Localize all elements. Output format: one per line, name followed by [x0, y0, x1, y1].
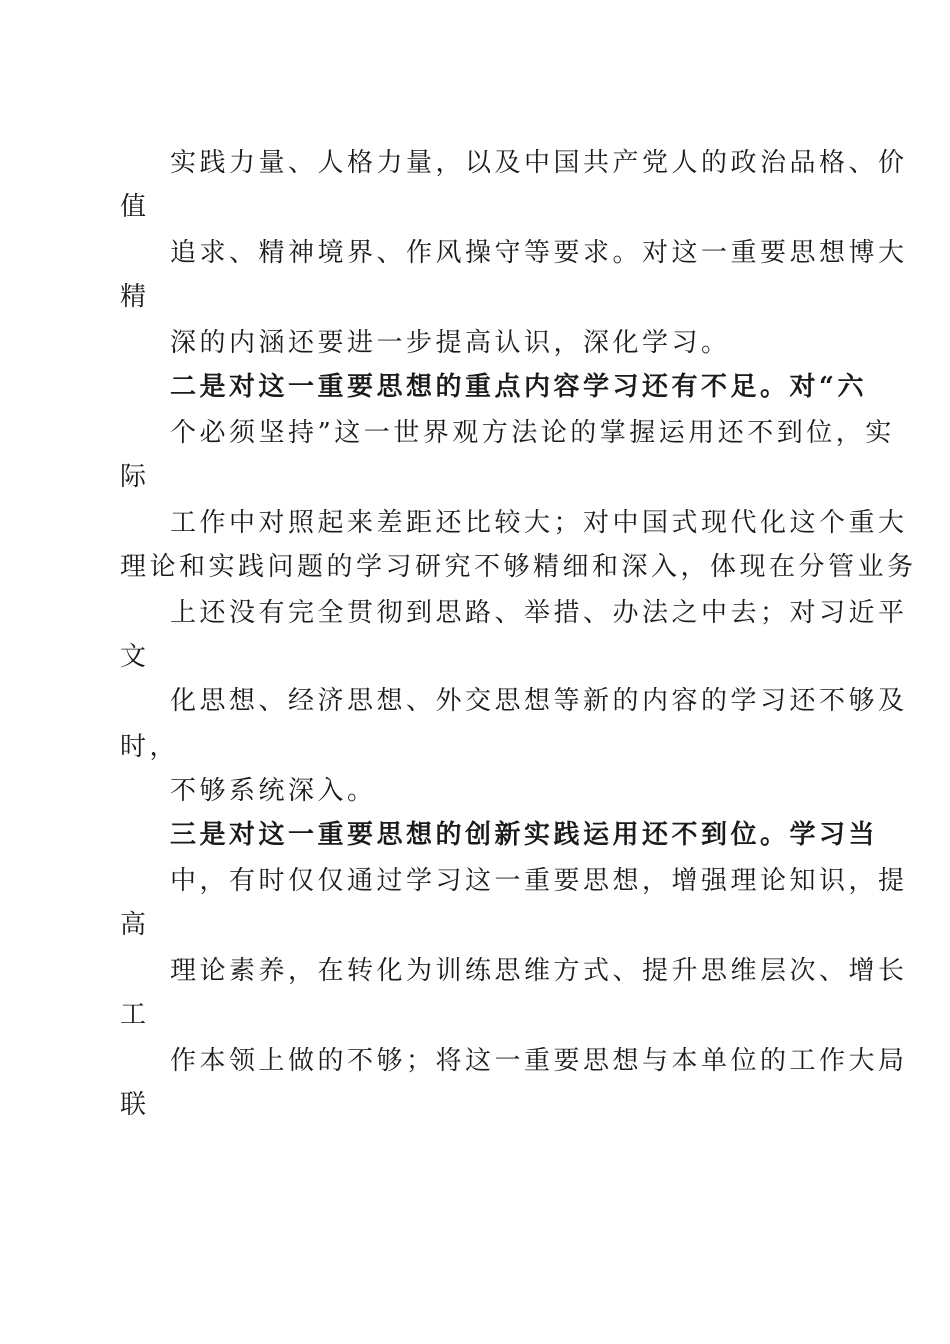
text-line-17: 中，有时仅仅通过学习这一重要思想，增强理论知识，提	[170, 866, 908, 896]
text-line-6-heading: 二是对这一重要思想的重点内容学习还有不足。对“六	[170, 372, 867, 402]
text-line-13: 化思想、经济思想、外交思想等新的内容的学习还不够及	[170, 686, 908, 716]
text-line-1: 实践力量、人格力量，以及中国共产党人的政治品格、价	[170, 148, 908, 178]
text-line-10: 理论和实践问题的学习研究不够精细和深入，体现在分管业务	[120, 552, 917, 582]
text-line-9: 工作中对照起来差距还比较大；对中国式现代化这个重大	[170, 508, 908, 538]
text-line-11: 上还没有完全贯彻到思路、举措、办法之中去；对习近平	[170, 598, 908, 628]
text-line-7: 个必须坚持”这一世界观方法论的掌握运用还不到位，实	[170, 418, 895, 448]
text-line-19: 理论素养，在转化为训练思维方式、提升思维层次、增长	[170, 956, 908, 986]
text-line-8: 际	[120, 462, 150, 492]
text-line-4: 精	[120, 282, 150, 312]
text-line-15: 不够系统深入。	[170, 776, 377, 806]
text-line-3: 追求、精神境界、作风操守等要求。对这一重要思想博大	[170, 238, 908, 268]
text-line-20: 工	[120, 1000, 150, 1030]
text-line-16-heading: 三是对这一重要思想的创新实践运用还不到位。学习当	[170, 820, 879, 850]
text-line-5: 深的内涵还要进一步提高认识，深化学习。	[170, 328, 731, 358]
text-line-18: 高	[120, 910, 150, 940]
text-line-2: 值	[120, 192, 150, 222]
text-line-12: 文	[120, 642, 150, 672]
text-line-21: 作本领上做的不够；将这一重要思想与本单位的工作大局	[170, 1046, 908, 1076]
text-line-22: 联	[120, 1090, 150, 1120]
text-line-14: 时，	[120, 732, 180, 762]
